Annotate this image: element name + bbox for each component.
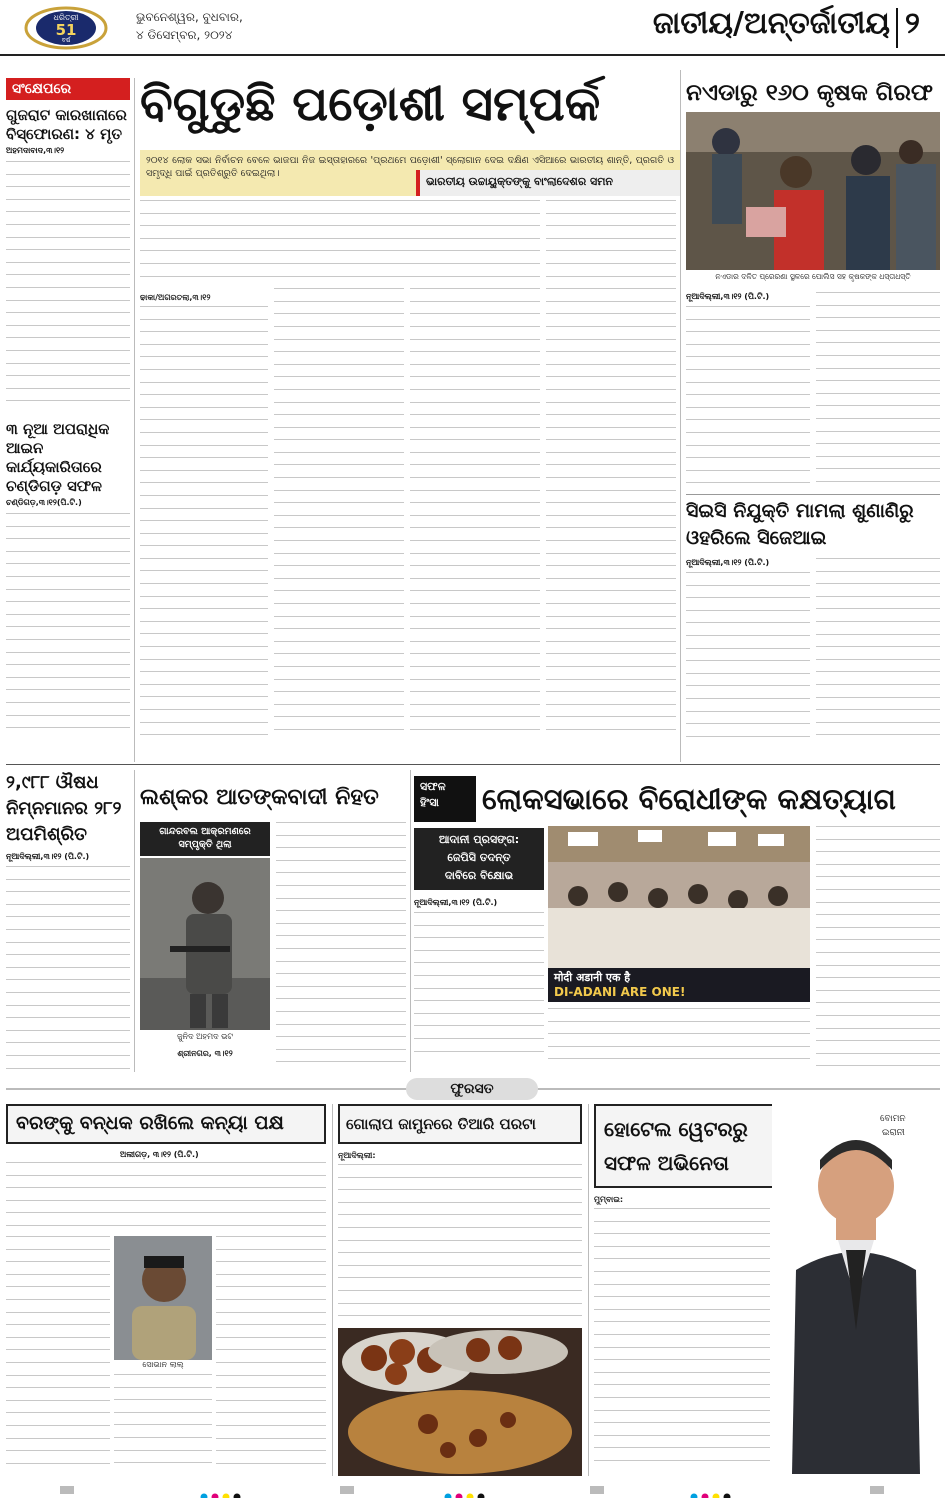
fursat3-headline: ହୋଟେଲ ୱେଟରରୁ ସଫଳ ଅଭିନେତା: [604, 1117, 748, 1175]
lead-dateline-block: [140, 292, 270, 305]
fursat2-headline: ଗୋଲାପ ଜାମୁନରେ ତିଆରି ପରଟା: [346, 1115, 536, 1133]
lashkar-photo-caption: ଜୁନିଦ ଅହମଦ ଭଟ: [177, 1032, 233, 1041]
walkout-box-line2: ଜେପିସି ତଦନ୍ତ: [447, 851, 511, 864]
briefs-divider: [134, 78, 135, 762]
boman-irani-image: [772, 1100, 940, 1474]
groom-photo-image: [114, 1236, 212, 1360]
noida-body-right: [816, 292, 940, 496]
walkout-box-line3: ଦାବିରେ ବିକ୍ଷୋଭ: [444, 869, 514, 882]
fursat1-body-right: [216, 1236, 326, 1476]
fursat-band: [0, 1078, 945, 1100]
fursat1-dateline: ଅଲୀଗଡ଼, ୩।୧୨ (ପି.ଟି.): [120, 1150, 199, 1159]
cbi-dateline: ନୂଆଦିଲ୍ଲୀ,୩।୧୨ (ପି.ଟି.): [686, 558, 770, 567]
masthead-rule: [0, 54, 945, 56]
reg-bar-1: [60, 1486, 74, 1494]
lashkar-dateline-block: [140, 1048, 270, 1061]
cbi-headline: ସିଇସି ନିଯୁକ୍ତି ମାମଲା ଶୁଣାଣିରୁ ଓହରିଲେ ସିଜେଆଇ: [686, 500, 914, 549]
badge-number: 51: [55, 21, 77, 39]
fursat3-dateline-block: [594, 1194, 770, 1207]
noida-divider: [686, 494, 940, 495]
lead-divider: [680, 70, 681, 762]
masthead: [0, 0, 945, 58]
reg-dots-center: [444, 1486, 488, 1494]
briefs-column: [6, 78, 130, 762]
section-title: ଜାତୀୟ/ଅନ୍ତର୍ଜାତୀୟ: [652, 6, 890, 41]
fursat1-photo-caption: ସୋଭାନ ଲାଲ୍: [142, 1360, 184, 1369]
fursat3-dateline: ମୁମ୍ବାଇ:: [594, 1195, 624, 1204]
lead-body-col3: [410, 200, 540, 756]
fursat1-body-top: [6, 1162, 326, 1234]
walkout-tag2: ହିଂସା: [420, 796, 439, 809]
lead-subhead-text: ଭାରତୀୟ ଉଚ୍ଚାୟୁକ୍ତଙ୍କୁ ବାଂଲାଦେଶର ସମନ: [426, 175, 614, 188]
badge-top: ଧରିତ୍ରୀ: [53, 13, 79, 22]
cbi-body-right: [816, 558, 940, 758]
lead-subhead: [416, 170, 680, 196]
lead-dateline: ଢାକା/ଅଗରତଲା,୩।୧୨: [140, 293, 211, 302]
fursat-band-text: ଫୁରସତ: [450, 1081, 494, 1097]
fursat3-headline-box: [594, 1104, 794, 1188]
walkout-body-right: [816, 826, 940, 1072]
brief1-body: [6, 161, 130, 416]
lead-body-col1: [140, 306, 268, 756]
lashkar-headline: ଲଶ୍କର ଆତଙ୍କବାଦୀ ନିହତ: [140, 785, 379, 810]
noida-headline: ନଏଡାରୁ ୧୬୦ କୃଷକ ଗିରଫ: [686, 80, 933, 106]
section-divider: [896, 8, 898, 48]
registration-marks: [0, 1482, 945, 1498]
walkout-banner-text1: मोदी अडानी एक है: [554, 971, 631, 984]
fursat1-photo: [114, 1236, 212, 1360]
walkout-tag: [414, 776, 476, 822]
brief1-dateline: ଅହମଦାବାଦ,୩।୧୨: [6, 146, 65, 155]
walkout-box: [414, 828, 544, 890]
walkout-banner-text2: DI-ADANI ARE ONE!: [554, 985, 686, 999]
walkout-body-left: [414, 912, 544, 1060]
lead-headline: ବିଗୁଡୁଛି ପଡ଼ୋଶୀ ସମ୍ପର୍କ: [140, 76, 601, 132]
color-dots-icon: [690, 1493, 734, 1498]
cbi-body-left: [686, 572, 810, 758]
fursat3-caption1: ବୋମନ: [880, 1114, 906, 1124]
reg-bar-2: [340, 1486, 354, 1494]
brief2-title: ୩ ନୂଆ ଅପରାଧିକ ଆଇନ କାର୍ଯ୍ୟକାରିତାରେ ଚଣ୍ଡିଗଡ଼ ସଫଳ: [6, 420, 110, 495]
drugs-headline: ୨,୯୮୮ ଔଷଧ ନିମ୍ନମାନର ୨୮୨ ଅପମିଶ୍ରିତ: [6, 772, 122, 845]
lead-body-col2: [274, 200, 404, 756]
fursat2-dateline-block: [338, 1150, 582, 1163]
color-dots-icon: [200, 1493, 244, 1498]
gulab-jamun-paratha-image: [338, 1328, 582, 1476]
fursat2-body: [338, 1164, 582, 1324]
color-dots-icon: [444, 1493, 488, 1498]
noida-photo-caption: ନଏଡାର ଦଳିତ ପ୍ରେରଣା ସ୍ଥଳରେ ପୋଲିସ ସହ କୃଷକଙ୍କ ଧସ୍ତାଧସ୍ତି: [715, 272, 911, 281]
fursat3-caption2: ଇରାନୀ: [882, 1128, 905, 1138]
fursat1-divider: [332, 1104, 333, 1476]
brief2-body: [6, 513, 130, 743]
fursat1-headline: ବରଙ୍କୁ ବନ୍ଧକ ରଖିଲେ କନ୍ୟା ପକ୍ଷ: [16, 1112, 284, 1134]
lashkar-box: [140, 822, 270, 856]
city-date-line2: ୪ ଡିସେମ୍ବର, ୨୦୨୪: [136, 28, 233, 42]
walkout-photo: [548, 826, 810, 1002]
drugs-dateline: ନୂଆଦିଲ୍ଲୀ,୩।୧୨ (ପି.ଟି.): [6, 852, 90, 861]
lashkar-photo: [140, 858, 270, 1030]
fursat3-photo: [772, 1100, 940, 1474]
walkout-headline: ଲୋକସଭାରେ ବିରୋଧୀଙ୍କ କକ୍ଷତ୍ୟାଗ: [482, 782, 896, 816]
drugs-divider: [134, 770, 135, 1072]
fursat2-dateline: ନୂଆଦିଲ୍ଲୀ:: [338, 1151, 376, 1160]
walkout-dateline: ନୂଆଦିଲ୍ଲୀ,୩।୧୨ (ପି.ଟି.): [414, 898, 498, 907]
walkout-box-line1: ଆଦାନୀ ପ୍ରସଙ୍ଗ:: [438, 833, 520, 846]
reg-bar-4: [870, 1486, 884, 1494]
lashkar-divider: [410, 770, 411, 1072]
fursat2-photo: [338, 1328, 582, 1476]
fursat1-headline-box: [6, 1104, 326, 1144]
fursat1-body-bottom: [114, 1374, 212, 1474]
walkout-tag1: ସଫଳ: [420, 780, 446, 793]
noida-dateline: ନୂଆଦିଲ୍ଲୀ,୩।୧୨ (ପି.ଟି.): [686, 292, 770, 301]
fursat3-body: [594, 1208, 770, 1474]
fursat2-headline-box: [338, 1104, 582, 1144]
lashkar-dateline: ଶ୍ରୀନଗର, ୩।୧୨: [177, 1049, 233, 1058]
noida-body-left: [686, 306, 810, 496]
farmers-protest-image: [686, 112, 940, 270]
badge-bottom: ବର୍ଷ: [61, 37, 71, 44]
lead-intro: ୨୦୧୪ ଲୋକ ସଭା ନିର୍ବାଚନ ବେଳେ ଭାଜପା ନିଜ ଇସ୍ତାହାରରେ 'ପ୍ରଥମେ ପଡ଼ୋଶୀ' ସ୍ଲୋଗାନ ଦେଇ ଦକ୍ଷିଣ ଏସିଆରେ ଭାରତୀୟ ଶାନ୍ତି, ପ୍ରଗତି ଓ ସମୃଦ୍ଧି ପାଇଁ ପ୍ରତିଶ୍ରୁତି ଦେଇଥିଲା।: [146, 155, 674, 179]
brief1-title: ଗୁଜରାଟ କାରଖାନାରେ ବିସ୍ଫୋରଣ: ୪ ମୃତ: [6, 106, 127, 143]
reg-dots-right: [690, 1486, 734, 1494]
masthead-badge: [18, 6, 114, 50]
city-date-line1: ଭୁବନେଶ୍ୱର, ବୁଧବାର,: [136, 10, 243, 24]
militant-photo-image: [140, 858, 270, 1030]
brief2-dateline: ଚଣ୍ଡିଗଡ଼,୩।୧୨(ପି.ଟି.): [6, 498, 82, 507]
fursat-band-label: [406, 1078, 538, 1100]
briefs-tag: ସଂକ୍ଷେପରେ: [6, 78, 130, 100]
upper-section-divider: [6, 764, 940, 765]
walkout-body-bottom: [548, 1008, 810, 1072]
noida-photo: [686, 112, 940, 270]
drugs-body: [6, 866, 130, 1072]
reg-bar-3: [590, 1486, 604, 1494]
reg-dots-left: [200, 1486, 244, 1494]
lead-body-col4: [546, 200, 676, 756]
lashkar-box-text: ଗାନ୍ଦରବଲ ଆକ୍ରମଣରେ ସମ୍ପୃକ୍ତି ଥିଲା: [159, 826, 251, 850]
fursat2-divider: [588, 1104, 589, 1476]
lashkar-body: [276, 822, 406, 1072]
fursat1-body-left: [6, 1236, 110, 1476]
page-number: ୨: [905, 6, 920, 41]
